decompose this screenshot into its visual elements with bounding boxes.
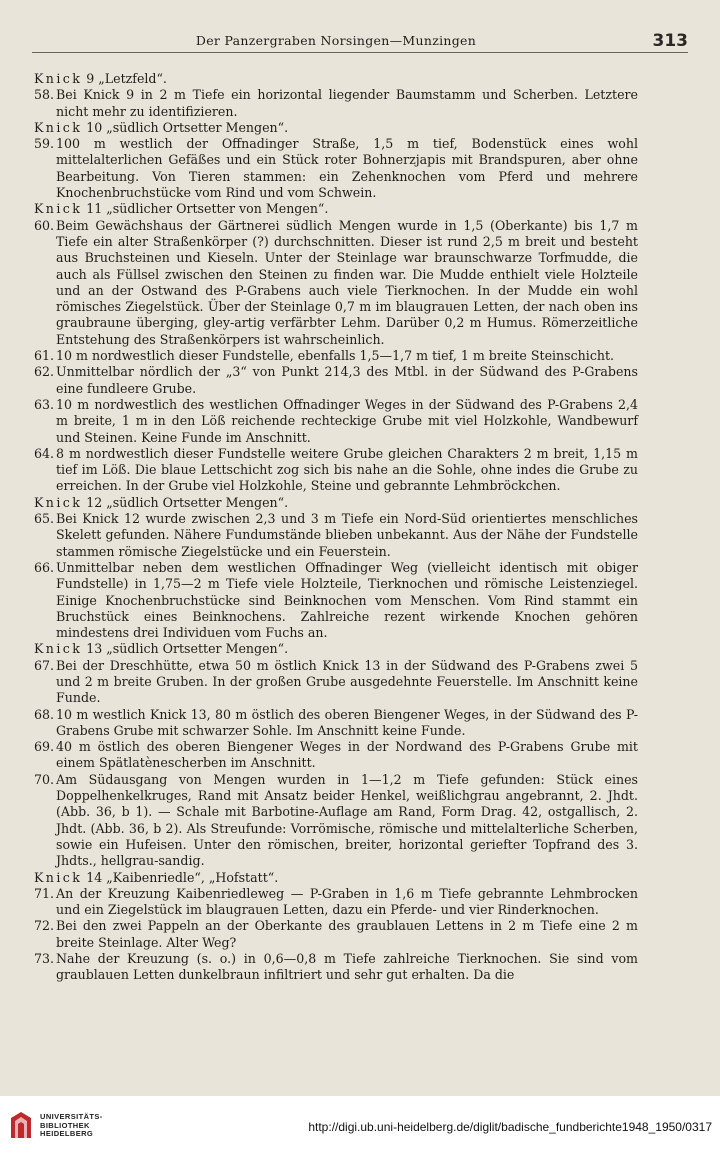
entry-number: 64.	[34, 445, 55, 461]
entry-text: 10 m westlich Knick 13, 80 m östlich des oberen Biengener Weges, in der Südwand des P-Grabens Grube mit schwarzer Sohle. Im Anschnitt keine Funde.	[56, 706, 638, 738]
entry-number: 70.	[34, 771, 55, 787]
entry-text: Bei Knick 9 in 2 m Tiefe ein horizontal liegender Baumstamm und Scherben. Letztere nicht mehr zu identifizieren.	[56, 87, 638, 119]
entry-text: Unmittelbar neben dem westlichen Offnadinger Weg (vielleicht identisch mit obiger Fundstelle) in 1,75—2 m Tiefe viele Holzteile, Tierknochen und römische Leistenziegel. Einige Knochenbruchstücke sind Beinknochen vom Menschen. Vom Rind stammt ein Bruchstück eines Beinknochens. Zahlreiche rezent wirkende Knochen gehören mindestens drei Individuen vom Fuchs an.	[56, 559, 638, 641]
find-entry	[30, 658, 638, 707]
knick-text: 10 „südlich Ortsetter Mengen“.	[82, 119, 289, 135]
find-entry	[30, 397, 638, 446]
knick-text: 14 „Kaibenriedle“, „Hofstatt“.	[82, 869, 279, 885]
entry-text: Bei der Dreschhütte, etwa 50 m östlich Knick 13 in der Südwand des P-Grabens zwei 5 und 2 m breite Gruben. In der großen Grube ausgedehnte Feuerstelle. Im Anschnitt keine Funde.	[56, 657, 638, 706]
find-entry	[30, 707, 638, 740]
entry-number: 63.	[34, 396, 55, 412]
find-entry	[30, 136, 638, 201]
knick-keyword: Knick	[34, 119, 83, 135]
entry-text: Am Südausgang von Mengen wurden in 1—1,2 m Tiefe gefunden: Stück eines Doppelhenkelkruges, Rand mit Ansatz beider Henkel, weißlichgrau angebrannt, 2. Jhdt. (Abb. 36, b 1). — Schale mit Barbotine-Auflage am Rand, Form Drag. 42, ostgallisch, 2. Jhdt. (Abb. 36, b 2). Als Streufunde: Vorrömische, römische und mittelalterliche Scherben, sowie ein Hufeisen. Unter den römischen, breiter, horizontal geriefter Topfrand des 3. Jhdts., hellgrau-sandig.	[56, 771, 638, 869]
knick-text: 12 „südlich Ortsetter Mengen“.	[82, 494, 289, 510]
find-entry	[30, 87, 638, 120]
logo-line: BIBLIOTHEK	[40, 1120, 90, 1130]
knick-keyword: Knick	[34, 494, 83, 510]
find-entry	[30, 951, 638, 984]
find-entry	[30, 772, 638, 870]
entry-number: 68.	[34, 706, 55, 722]
entry-number: 71.	[34, 885, 55, 901]
knick-keyword: Knick	[34, 201, 83, 217]
library-logo[interactable]	[8, 1108, 128, 1148]
entry-text: Bei den zwei Pappeln an der Oberkante des graublauen Lettens in 2 m Tiefe eine 2 m breite Steinlage. Alter Weg?	[56, 918, 638, 950]
running-title: Der Panzergraben Norsingen—Munzingen	[195, 33, 477, 48]
knick-keyword: Knick	[34, 869, 83, 885]
logo-text	[40, 1113, 103, 1139]
find-entry	[30, 446, 638, 495]
find-entry	[30, 739, 638, 772]
entry-number: 66.	[34, 559, 55, 575]
knick-text: 13 „südlich Ortsetter Mengen“.	[82, 641, 289, 657]
header-rule	[32, 52, 688, 53]
find-entry	[30, 364, 638, 397]
entry-text: Bei Knick 12 wurde zwischen 2,3 und 3 m Tiefe ein Nord-Süd orientiertes menschliches Skelett gefunden. Nähere Fundumstände blieben unbekannt. Aus der Nähe der Fundstelle stammen römische Ziegelstücke und ein Feuerstein.	[56, 511, 638, 559]
entry-text: 8 m nordwestlich dieser Fundstelle weitere Grube gleichen Charakters 2 m breit, 1,15 m tief im Löß. Die blaue Lettschicht zog sich bis nahe an die Sohle, ohne indes die Grube zu erreichen. In der Grube viel Holzkohle, Steine und gebrannte Lehmbröckchen.	[56, 445, 638, 494]
footer-bar	[0, 1096, 720, 1156]
knick-heading	[30, 870, 638, 886]
knick-heading	[30, 495, 638, 511]
find-entry	[30, 511, 638, 560]
entry-number: 62.	[34, 364, 55, 380]
find-entry	[30, 918, 638, 951]
knick-heading	[30, 120, 638, 136]
library-seal-icon	[8, 1110, 34, 1140]
page-body	[30, 71, 638, 984]
source-url[interactable]: http://digi.ub.uni-heidelberg.de/diglit/badische_fundberichte1948_1950/0317	[308, 1120, 712, 1134]
knick-heading	[30, 71, 638, 87]
entry-text: Beim Gewächshaus der Gärtnerei südlich Mengen wurde in 1,5 (Oberkante) bis 1,7 m Tiefe ein alter Straßenkörper (?) durchschnitten. Dieser ist rund 2,5 m breit und besteht aus Bruchsteinen und Kieseln. Unter der Steinlage war braunschwarze Torfmudde, die auch als Füllsel zwischen den Steinen zu finden war. Die Mudde enthielt viele Holzteile und an der Ostwand des P-Grabens auch viele Tierknochen. In der Mudde ein wohl römisches Ziegelstück. Über der Steinlage 0,7 m im blaugrauen Letten, der nach oben ins graubraune überging, gley-artig verfärbter Lehm. Darüber 0,2 m Humus. Römerzeitliche Entstehung des Straßenkörpers ist wahrscheinlich.	[56, 217, 638, 347]
entry-number: 59.	[34, 136, 55, 152]
entry-number: 61.	[34, 348, 55, 364]
find-entry	[30, 560, 638, 641]
entry-text: Unmittelbar nördlich der „3“ von Punkt 214,3 des Mtbl. in der Südwand des P-Grabens eine fundleere Grube.	[56, 364, 638, 396]
entry-number: 60.	[34, 217, 55, 233]
entry-text: 10 m nordwestlich des westlichen Offnadinger Weges in der Südwand des P-Grabens 2,4 m breite, 1 m in den Löß reichende rechteckige Grube mit viel Holzkohle, Wandbewurf und Steinen. Keine Funde im Anschnitt.	[56, 396, 638, 445]
entry-number: 69.	[34, 739, 55, 755]
entry-number: 73.	[34, 951, 55, 967]
entry-text: 100 m westlich der Offnadinger Straße, 1,5 m tief, Bodenstück eines wohl mittelalterlichen Gefäßes und ein Stück roter Bohnerzjapis mit Brandspuren, aber ohne Bearbeitung. Von Tieren stammen: ein Zehenknochen vom Pferd und mehrere Knochenbruchstücke vom Rind und vom Schwein.	[56, 136, 638, 201]
knick-keyword: Knick	[34, 71, 83, 86]
find-entry	[30, 348, 638, 364]
knick-text: 9 „Letzfeld“.	[82, 71, 167, 86]
logo-line: HEIDELBERG	[40, 1129, 94, 1139]
knick-heading	[30, 641, 638, 657]
page-number: 313	[652, 31, 688, 51]
knick-heading	[30, 201, 638, 217]
entry-text: Nahe der Kreuzung (s. o.) in 0,6—0,8 m Tiefe zahlreiche Tierknochen. Sie sind vom graublauen Letten dunkelbraun infiltriert und sehr gut erhalten. Da die	[56, 951, 638, 983]
entry-text: An der Kreuzung Kaibenriedleweg — P-Graben in 1,6 m Tiefe gebrannte Lehmbrocken und ein Ziegelstück im blaugrauen Letten, dazu ein Pferde- und vier Rinderknochen.	[56, 885, 638, 918]
logo-line: UNIVERSITÄTS-	[40, 1112, 103, 1121]
entry-number: 67.	[34, 657, 55, 673]
knick-keyword: Knick	[34, 641, 83, 657]
find-entry	[30, 886, 638, 919]
find-entry	[30, 218, 638, 348]
entry-number: 65.	[34, 511, 55, 527]
knick-text: 11 „südlicher Ortsetter von Mengen“.	[82, 201, 329, 217]
entry-number: 72.	[34, 918, 55, 934]
entry-text: 10 m nordwestlich dieser Fundstelle, ebenfalls 1,5—1,7 m tief, 1 m breite Steinschicht.	[56, 348, 615, 364]
entry-number: 58.	[34, 87, 55, 103]
entry-text: 40 m östlich des oberen Biengener Weges in der Nordwand des P-Grabens Grube mit einem Spätlatènescherben im Anschnitt.	[56, 739, 638, 771]
